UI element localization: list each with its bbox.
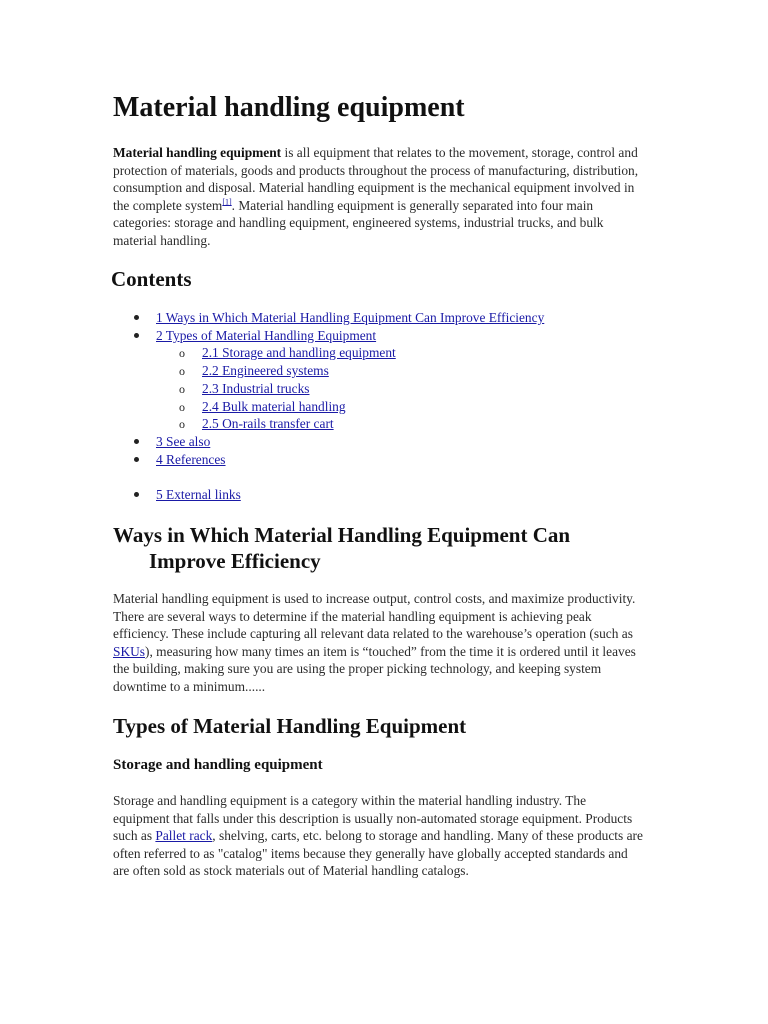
reference-1-link[interactable]: [1] xyxy=(222,197,232,207)
section-storage-paragraph xyxy=(113,792,643,880)
bullet-icon xyxy=(134,439,139,444)
toc-item-2-4[interactable]: 2.4 Bulk material handling xyxy=(202,399,346,414)
toc-item-2[interactable]: 2 Types of Material Handling Equipment xyxy=(156,328,377,343)
toc-item-2-2[interactable]: 2.2 Engineered systems xyxy=(202,363,329,378)
section-storage-text-1: Storage and handling equipment is a category within the material handling industry. The equipment that falls under this description is usually non-automated storage equipment. Products such as xyxy=(113,793,633,844)
section-ways-text-1: Material handling equipment is used to increase output, control costs, and maximize productivity. There are several ways to determine if the material handling equipment is achieving peak efficiency. These include capturing all relevant data related to the warehouse’s operation (such as xyxy=(113,591,636,642)
section-ways-text-2: ), measuring how many times an item is “touched” from the time it is ordered until it leaves the building, making sure you are using the proper picking technology, and keeping system downtime to a minimum...... xyxy=(113,643,636,694)
section-ways-heading xyxy=(113,522,570,574)
section-ways-paragraph xyxy=(113,590,643,696)
section-types-heading: Types of Material Handling Equipment xyxy=(113,714,467,738)
bullet-icon xyxy=(134,333,139,338)
bullet-icon xyxy=(134,457,139,462)
intro-text-2: . Material handling equipment is generally separated into four main categories: storage and handling equipment, engineered systems, industrial trucks, and bulk material handling. xyxy=(113,197,604,248)
circle-bullet-icon: o xyxy=(179,400,185,414)
page-title: Material handling equipment xyxy=(113,92,465,123)
subsection-storage-heading: Storage and handling equipment xyxy=(113,757,323,773)
circle-bullet-icon: o xyxy=(179,346,185,360)
intro-bold-term: Material handling equipment xyxy=(113,145,282,160)
intro-paragraph xyxy=(113,144,643,250)
circle-bullet-icon: o xyxy=(179,364,185,378)
skus-link[interactable]: SKUs xyxy=(113,643,145,659)
contents-heading: Contents xyxy=(111,267,192,291)
toc-item-4[interactable]: 4 References xyxy=(156,452,226,467)
section-ways-heading-line-2: Improve Efficiency xyxy=(149,549,321,573)
section-storage-text-2: , shelving, carts, etc. belong to storage and handling. Many of these products are often referred to as "catalog" items because they generally have globally accepted standards and are often sold as stock materials out of Material handling catalogs. xyxy=(113,828,643,879)
toc-item-2-1[interactable]: 2.1 Storage and handling equipment xyxy=(202,345,396,360)
toc-item-2-3[interactable]: 2.3 Industrial trucks xyxy=(202,381,310,396)
circle-bullet-icon: o xyxy=(179,417,185,431)
intro-text-1: is all equipment that relates to the movement, storage, control and protection of materials, goods and products throughout the process of manufacturing, distribution, consumption and disposal. Material handling equipment is the mechanical equipment involved in the complete system xyxy=(113,145,639,213)
toc-item-2-5[interactable]: 2.5 On-rails transfer cart xyxy=(202,416,334,431)
toc-item-3[interactable]: 3 See also xyxy=(156,434,211,449)
circle-bullet-icon: o xyxy=(179,382,185,396)
toc-item-1[interactable]: 1 Ways in Which Material Handling Equipment Can Improve Efficiency xyxy=(156,310,545,325)
toc-item-5[interactable]: 5 External links xyxy=(156,487,241,502)
pallet-rack-link[interactable]: Pallet rack xyxy=(155,828,213,844)
section-ways-heading-line-1: Ways in Which Material Handling Equipment Can xyxy=(113,523,571,547)
bullet-icon xyxy=(134,315,139,320)
bullet-icon xyxy=(134,492,139,497)
